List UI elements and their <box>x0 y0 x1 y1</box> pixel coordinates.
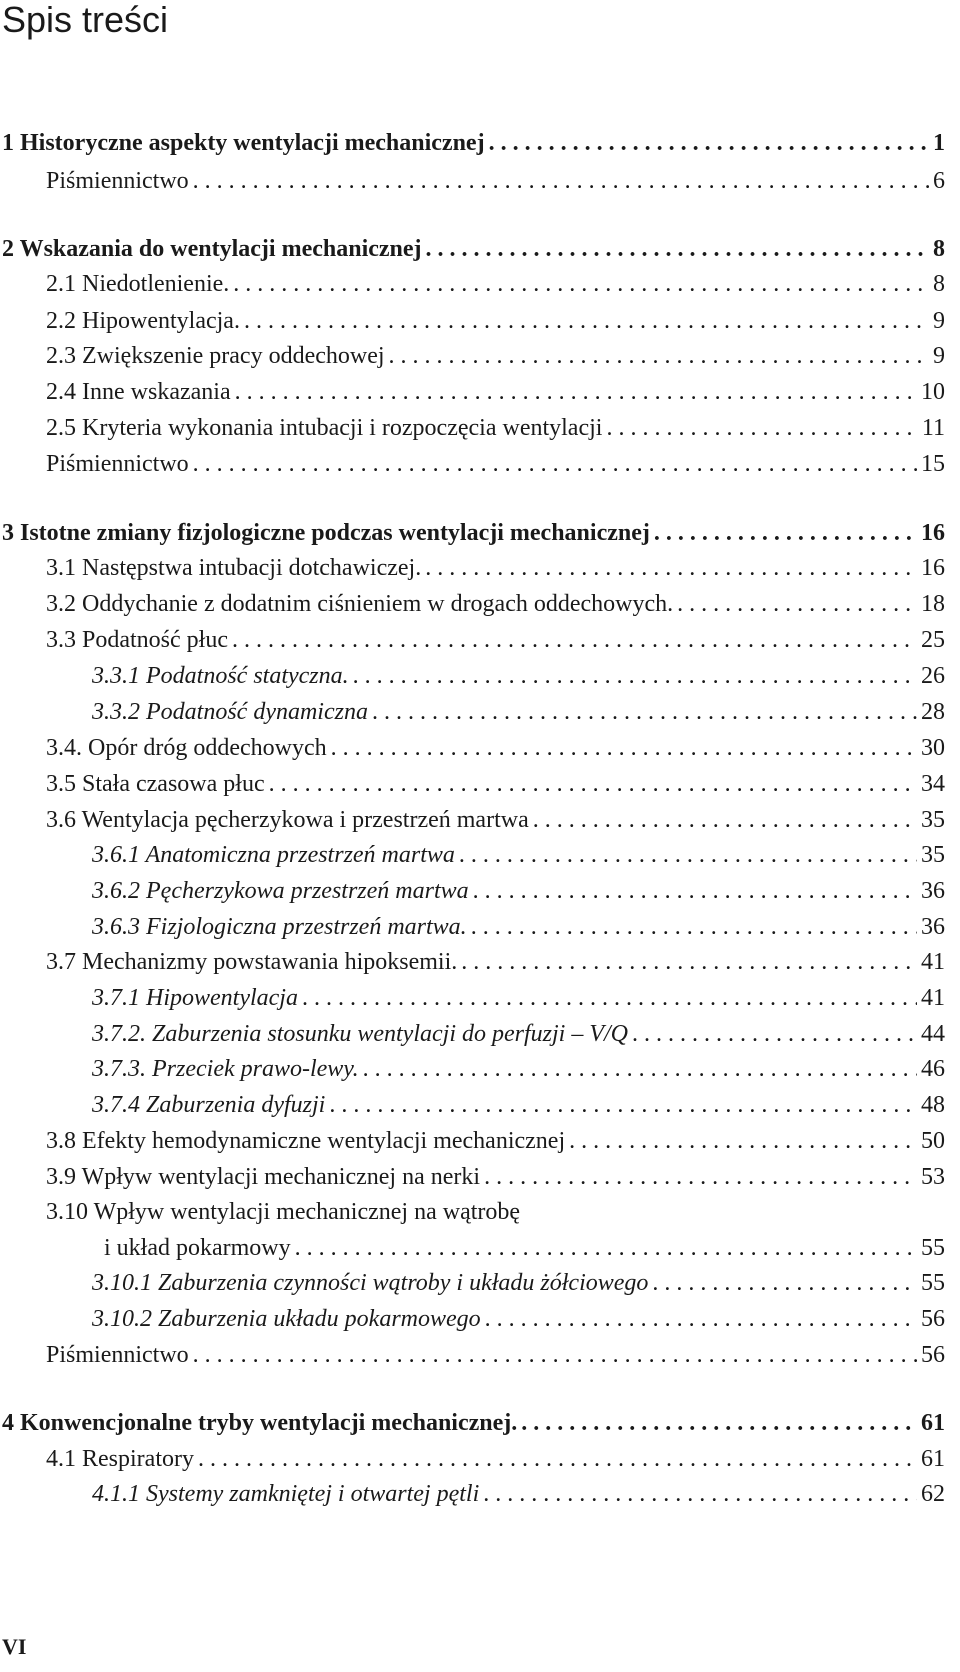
toc-entry-label: 2.2 Hipowentylacja. <box>46 308 240 334</box>
toc-page-number: 30 <box>921 735 945 761</box>
dot-leader <box>232 625 917 655</box>
toc-page-number: 34 <box>921 771 945 797</box>
toc-entry[interactable] <box>0 553 945 583</box>
toc-entry-label: 3.6.3 Fizjologiczna przestrzeń martwa. <box>92 914 467 940</box>
toc-page-number: 61 <box>921 1410 945 1436</box>
toc-entry-label: Piśmiennictwo <box>46 1342 189 1368</box>
toc-entry[interactable] <box>0 1444 945 1474</box>
dot-leader <box>473 876 917 906</box>
toc-entry-label: 3.6.2 Pęcherzykowa przestrzeń martwa <box>92 878 469 904</box>
toc-entry[interactable] <box>0 341 945 371</box>
toc-entry[interactable] <box>0 1233 945 1263</box>
dot-leader <box>269 769 917 799</box>
toc-entry[interactable] <box>0 1090 945 1120</box>
toc-entry-label: 2.4 Inne wskazania <box>46 379 231 405</box>
toc-entry-label: 3 Istotne zmiany fizjologiczne podczas wentylacji mechanicznej <box>2 520 650 546</box>
dot-leader <box>193 1340 917 1370</box>
dot-leader <box>606 413 917 443</box>
toc-page-number: 28 <box>921 699 945 725</box>
toc-entry-label: 3.7.1 Hipowentylacja <box>92 985 298 1011</box>
toc-entry[interactable] <box>0 269 945 299</box>
toc-entry-label: 3.8 Efekty hemodynamiczne wentylacji mechanicznej <box>46 1128 566 1154</box>
toc-page-number: 55 <box>921 1270 945 1296</box>
toc-entry[interactable] <box>0 166 945 196</box>
toc-entry[interactable] <box>0 733 945 763</box>
toc-page-number: 9 <box>933 343 945 369</box>
toc-entry[interactable] <box>0 589 945 619</box>
toc-entry[interactable] <box>0 306 945 336</box>
toc-entry[interactable] <box>0 1304 945 1334</box>
toc-page-number: 10 <box>921 379 945 405</box>
toc-entry-label: 3.10.2 Zaburzenia układu pokarmowego <box>92 1306 481 1332</box>
dot-leader <box>632 1019 917 1049</box>
toc-entry-label: 2.3 Zwiększenie pracy oddechowej <box>46 343 385 369</box>
dot-leader <box>193 449 917 479</box>
toc-entry-label: 3.3.1 Podatność statyczna. <box>92 663 349 689</box>
dot-leader <box>302 983 917 1013</box>
toc-entry-label: 3.1 Następstwa intubacji dotchawiczej. <box>46 555 422 581</box>
toc-entry-label: 3.3.2 Podatność dynamiczna <box>92 699 368 725</box>
toc-page-number: 36 <box>921 914 945 940</box>
toc-page-number: 41 <box>921 949 945 975</box>
toc-page-number: 6 <box>933 168 945 194</box>
toc-entry-label: 2.1 Niedotlenienie. <box>46 271 230 297</box>
toc-entry[interactable] <box>0 769 945 799</box>
toc-entry[interactable] <box>0 449 945 479</box>
toc-entry-label: 3.5 Stała czasowa płuc <box>46 771 265 797</box>
dot-leader <box>654 518 917 548</box>
toc-entry-label: 3.10.1 Zaburzenia czynności wątroby i układu żółciowego <box>92 1270 649 1296</box>
toc-entry-label: 3.4. Opór dróg oddechowych <box>46 735 327 761</box>
toc-page-number: 50 <box>921 1128 945 1154</box>
toc-entry[interactable] <box>0 983 945 1013</box>
toc-page-number: 25 <box>921 627 945 653</box>
toc-entry-label: 3.7.4 Zaburzenia dyfuzji <box>92 1092 326 1118</box>
toc-page-number: 11 <box>921 415 945 441</box>
toc-page-number: 61 <box>921 1446 945 1472</box>
toc-page-number: 26 <box>921 663 945 689</box>
toc-entry-label: 2.5 Kryteria wykonania intubacji i rozpoczęcia wentylacji <box>46 415 603 441</box>
toc-entry[interactable] <box>0 1126 945 1156</box>
toc-entry-label: i układ pokarmowy <box>104 1235 291 1261</box>
dot-leader <box>233 269 929 299</box>
dot-leader <box>244 306 929 336</box>
toc-entry-label: 3.6 Wentylacja pęcherzykowa i przestrzeń martwa <box>46 807 529 833</box>
toc-page-number: 53 <box>921 1164 945 1190</box>
toc-entry[interactable] <box>0 805 945 835</box>
dot-leader <box>331 733 917 763</box>
dot-leader <box>461 947 917 977</box>
dot-leader <box>521 1408 917 1438</box>
dot-leader <box>533 805 917 835</box>
dot-leader <box>425 553 917 583</box>
toc-entry[interactable] <box>0 1054 945 1084</box>
toc-entry[interactable] <box>0 413 945 443</box>
page-number-footer: VI <box>2 1634 27 1659</box>
toc-page-number: 35 <box>921 842 945 868</box>
dot-leader <box>483 1479 917 1509</box>
toc-entry-label: Piśmiennictwo <box>46 451 189 477</box>
toc-entry[interactable] <box>0 947 945 977</box>
toc-page-number: 18 <box>921 591 945 617</box>
toc-entry[interactable] <box>0 1340 945 1370</box>
toc-page-number: 44 <box>921 1021 945 1047</box>
toc-entry-label: 1 Historyczne aspekty wentylacji mechanicznej <box>2 130 485 156</box>
toc-page-number: 8 <box>933 271 945 297</box>
toc-entry[interactable] <box>0 661 945 691</box>
toc-entry-label: 3.3 Podatność płuc <box>46 627 228 653</box>
toc-page-number: 46 <box>921 1056 945 1082</box>
toc-entry[interactable] <box>0 840 945 870</box>
toc-chapter[interactable] <box>0 1408 945 1438</box>
toc-entry[interactable] <box>0 377 945 407</box>
toc-page-number: 16 <box>921 555 945 581</box>
dot-leader <box>389 341 929 371</box>
toc-entry-label: 3.7.2. Zaburzenia stosunku wentylacji do perfuzji – V/Q <box>92 1021 628 1047</box>
dot-leader <box>485 1304 917 1334</box>
toc-page-number: 1 <box>933 130 945 156</box>
toc-entry[interactable] <box>0 876 945 906</box>
toc-entry[interactable] <box>0 625 945 655</box>
dot-leader <box>677 589 917 619</box>
dot-leader <box>363 1054 917 1084</box>
toc-page-number: 36 <box>921 878 945 904</box>
dot-leader <box>372 697 917 727</box>
dot-leader <box>295 1233 917 1263</box>
toc-page-number: 9 <box>933 308 945 334</box>
toc-page-number: 8 <box>933 236 945 262</box>
dot-leader <box>489 128 929 158</box>
dot-leader <box>193 166 929 196</box>
toc-entry-label: 3.7 Mechanizmy powstawania hipoksemii. <box>46 949 458 975</box>
toc-entry[interactable] <box>0 1019 945 1049</box>
dot-leader <box>198 1444 917 1474</box>
toc-entry[interactable] <box>0 1268 945 1298</box>
toc-chapter[interactable] <box>0 128 945 158</box>
toc-entry-label: 4.1 Respiratory <box>46 1446 194 1472</box>
toc-page-number: 62 <box>921 1481 945 1507</box>
toc-entry[interactable] <box>0 697 945 727</box>
dot-leader <box>569 1126 917 1156</box>
toc-page-number: 48 <box>921 1092 945 1118</box>
dot-leader <box>652 1268 917 1298</box>
dot-leader <box>353 661 917 691</box>
dot-leader <box>235 377 917 407</box>
toc-page-number: 56 <box>921 1342 945 1368</box>
toc-page-number: 16 <box>921 520 945 546</box>
toc-entry-label: 4 Konwencjonalne tryby wentylacji mechanicznej. <box>2 1410 518 1436</box>
toc-page-number: 55 <box>921 1235 945 1261</box>
page-title: Spis treści <box>2 0 169 40</box>
toc-page-number: 41 <box>921 985 945 1011</box>
dot-leader <box>329 1090 917 1120</box>
dot-leader <box>459 840 917 870</box>
toc-chapter[interactable] <box>0 234 945 264</box>
toc-entry[interactable] <box>0 1162 945 1192</box>
dot-leader <box>471 912 917 942</box>
toc-entry-label: 3.10 Wpływ wentylacji mechanicznej na wątrobę <box>46 1199 521 1225</box>
toc-entry-label: 2 Wskazania do wentylacji mechanicznej <box>2 236 422 262</box>
toc-entry-label: 3.9 Wpływ wentylacji mechanicznej na nerki <box>46 1164 481 1190</box>
toc-page-number: 56 <box>921 1306 945 1332</box>
toc-entry-label: 4.1.1 Systemy zamkniętej i otwartej pętli <box>92 1481 480 1507</box>
toc-entry[interactable] <box>0 1479 945 1509</box>
toc-entry-label: 3.2 Oddychanie z dodatnim ciśnieniem w drogach oddechowych. <box>46 591 674 617</box>
toc-entry-label: 3.7.3. Przeciek prawo-lewy. <box>92 1056 359 1082</box>
dot-leader <box>484 1162 917 1192</box>
toc-entry-label: 3.6.1 Anatomiczna przestrzeń martwa <box>92 842 455 868</box>
toc-page-number: 15 <box>921 451 945 477</box>
toc-chapter[interactable] <box>0 518 945 548</box>
toc-page-number: 35 <box>921 807 945 833</box>
toc-entry-label: Piśmiennictwo <box>46 168 189 194</box>
toc-entry[interactable] <box>0 912 945 942</box>
dot-leader <box>426 234 929 264</box>
